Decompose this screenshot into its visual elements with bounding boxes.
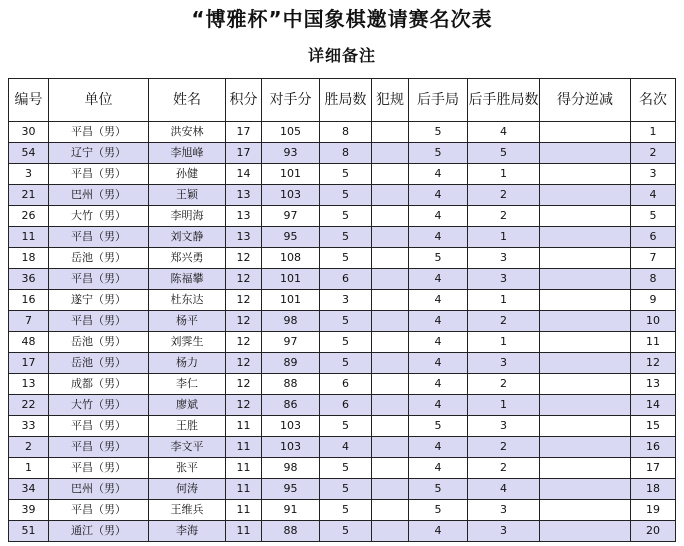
col-header-opponent-score: 对手分	[262, 79, 320, 122]
cell-wins: 5	[320, 185, 372, 206]
cell-score-reverse	[540, 122, 631, 143]
cell-second-games: 5	[409, 143, 468, 164]
cell-second-games: 4	[409, 164, 468, 185]
cell-name: 李海	[149, 521, 226, 542]
cell-id: 7	[9, 311, 49, 332]
cell-opponent-score: 95	[262, 227, 320, 248]
cell-unit: 大竹（男）	[49, 395, 149, 416]
cell-second-games: 5	[409, 500, 468, 521]
cell-points: 11	[226, 458, 262, 479]
cell-rank: 15	[631, 416, 676, 437]
cell-wins: 5	[320, 164, 372, 185]
cell-opponent-score: 95	[262, 479, 320, 500]
cell-unit: 遂宁（男）	[49, 290, 149, 311]
cell-opponent-score: 103	[262, 185, 320, 206]
cell-second-wins: 4	[468, 479, 540, 500]
cell-second-wins: 2	[468, 458, 540, 479]
cell-score-reverse	[540, 164, 631, 185]
cell-points: 12	[226, 269, 262, 290]
cell-score-reverse	[540, 395, 631, 416]
cell-wins: 5	[320, 353, 372, 374]
cell-fouls	[372, 479, 409, 500]
col-header-points: 积分	[226, 79, 262, 122]
cell-id: 22	[9, 395, 49, 416]
cell-unit: 平昌（男）	[49, 227, 149, 248]
table-row	[9, 437, 676, 458]
cell-id: 51	[9, 521, 49, 542]
cell-rank: 6	[631, 227, 676, 248]
cell-points: 14	[226, 164, 262, 185]
cell-second-wins: 3	[468, 269, 540, 290]
cell-name: 杜东达	[149, 290, 226, 311]
cell-score-reverse	[540, 143, 631, 164]
cell-second-games: 4	[409, 206, 468, 227]
table-row	[9, 479, 676, 500]
cell-opponent-score: 101	[262, 269, 320, 290]
cell-second-games: 5	[409, 122, 468, 143]
cell-second-games: 4	[409, 395, 468, 416]
cell-unit: 岳池（男）	[49, 332, 149, 353]
cell-name: 李旭峰	[149, 143, 226, 164]
cell-id: 39	[9, 500, 49, 521]
cell-second-wins: 2	[468, 374, 540, 395]
cell-unit: 巴州（男）	[49, 479, 149, 500]
cell-points: 11	[226, 521, 262, 542]
cell-opponent-score: 101	[262, 290, 320, 311]
cell-points: 13	[226, 185, 262, 206]
cell-name: 李文平	[149, 437, 226, 458]
cell-rank: 20	[631, 521, 676, 542]
cell-unit: 平昌（男）	[49, 416, 149, 437]
table-row	[9, 122, 676, 143]
cell-unit: 平昌（男）	[49, 437, 149, 458]
cell-second-wins: 1	[468, 290, 540, 311]
table-row	[9, 206, 676, 227]
cell-rank: 16	[631, 437, 676, 458]
col-header-second-games: 后手局	[409, 79, 468, 122]
cell-score-reverse	[540, 479, 631, 500]
cell-wins: 5	[320, 500, 372, 521]
cell-second-games: 4	[409, 185, 468, 206]
ranking-table	[8, 78, 676, 542]
cell-points: 17	[226, 122, 262, 143]
cell-opponent-score: 97	[262, 332, 320, 353]
col-header-wins: 胜局数	[320, 79, 372, 122]
cell-rank: 19	[631, 500, 676, 521]
cell-id: 34	[9, 479, 49, 500]
cell-second-games: 4	[409, 227, 468, 248]
table-row	[9, 227, 676, 248]
cell-second-wins: 1	[468, 164, 540, 185]
table-row	[9, 374, 676, 395]
cell-second-wins: 3	[468, 248, 540, 269]
cell-second-wins: 3	[468, 521, 540, 542]
cell-rank: 9	[631, 290, 676, 311]
cell-points: 13	[226, 206, 262, 227]
cell-opponent-score: 88	[262, 374, 320, 395]
cell-name: 王维兵	[149, 500, 226, 521]
cell-second-wins: 3	[468, 500, 540, 521]
cell-fouls	[372, 248, 409, 269]
table-row	[9, 269, 676, 290]
cell-wins: 6	[320, 374, 372, 395]
cell-second-games: 4	[409, 311, 468, 332]
cell-name: 何涛	[149, 479, 226, 500]
cell-second-games: 5	[409, 248, 468, 269]
cell-score-reverse	[540, 458, 631, 479]
cell-name: 刘霁生	[149, 332, 226, 353]
header-row	[9, 79, 676, 122]
cell-opponent-score: 103	[262, 437, 320, 458]
cell-score-reverse	[540, 311, 631, 332]
table-header	[9, 79, 676, 122]
cell-rank: 11	[631, 332, 676, 353]
cell-second-games: 4	[409, 521, 468, 542]
cell-score-reverse	[540, 332, 631, 353]
cell-second-wins: 2	[468, 185, 540, 206]
cell-second-wins: 5	[468, 143, 540, 164]
cell-second-wins: 4	[468, 122, 540, 143]
cell-second-wins: 1	[468, 227, 540, 248]
col-header-fouls: 犯规	[372, 79, 409, 122]
cell-unit: 平昌（男）	[49, 500, 149, 521]
col-header-second-wins: 后手胜局数	[468, 79, 540, 122]
cell-unit: 平昌（男）	[49, 269, 149, 290]
cell-unit: 通江（男）	[49, 521, 149, 542]
cell-id: 11	[9, 227, 49, 248]
cell-second-wins: 2	[468, 206, 540, 227]
cell-wins: 4	[320, 437, 372, 458]
cell-fouls	[372, 143, 409, 164]
cell-wins: 6	[320, 269, 372, 290]
cell-id: 3	[9, 164, 49, 185]
cell-points: 12	[226, 311, 262, 332]
cell-second-games: 4	[409, 332, 468, 353]
cell-points: 12	[226, 248, 262, 269]
cell-points: 12	[226, 290, 262, 311]
cell-opponent-score: 98	[262, 311, 320, 332]
cell-name: 洪安林	[149, 122, 226, 143]
cell-rank: 12	[631, 353, 676, 374]
cell-score-reverse	[540, 227, 631, 248]
cell-score-reverse	[540, 521, 631, 542]
cell-opponent-score: 98	[262, 458, 320, 479]
cell-rank: 4	[631, 185, 676, 206]
cell-name: 李明海	[149, 206, 226, 227]
cell-score-reverse	[540, 374, 631, 395]
cell-points: 12	[226, 395, 262, 416]
cell-points: 11	[226, 416, 262, 437]
cell-id: 26	[9, 206, 49, 227]
cell-wins: 6	[320, 395, 372, 416]
cell-name: 孙健	[149, 164, 226, 185]
cell-second-wins: 1	[468, 395, 540, 416]
cell-id: 36	[9, 269, 49, 290]
cell-fouls	[372, 164, 409, 185]
cell-rank: 3	[631, 164, 676, 185]
cell-id: 2	[9, 437, 49, 458]
cell-score-reverse	[540, 206, 631, 227]
cell-name: 刘文静	[149, 227, 226, 248]
cell-unit: 辽宁（男）	[49, 143, 149, 164]
cell-points: 11	[226, 500, 262, 521]
table-row	[9, 311, 676, 332]
cell-rank: 17	[631, 458, 676, 479]
cell-opponent-score: 86	[262, 395, 320, 416]
cell-score-reverse	[540, 500, 631, 521]
cell-name: 陈福攀	[149, 269, 226, 290]
cell-score-reverse	[540, 353, 631, 374]
cell-opponent-score: 103	[262, 416, 320, 437]
cell-fouls	[372, 290, 409, 311]
cell-fouls	[372, 332, 409, 353]
cell-fouls	[372, 416, 409, 437]
cell-second-games: 4	[409, 290, 468, 311]
col-header-id: 编号	[9, 79, 49, 122]
cell-score-reverse	[540, 248, 631, 269]
col-header-name: 姓名	[149, 79, 226, 122]
cell-second-wins: 1	[468, 332, 540, 353]
cell-points: 17	[226, 143, 262, 164]
cell-name: 李仁	[149, 374, 226, 395]
cell-opponent-score: 88	[262, 521, 320, 542]
cell-id: 21	[9, 185, 49, 206]
cell-rank: 18	[631, 479, 676, 500]
cell-points: 11	[226, 437, 262, 458]
cell-wins: 3	[320, 290, 372, 311]
cell-id: 1	[9, 458, 49, 479]
cell-id: 16	[9, 290, 49, 311]
cell-fouls	[372, 437, 409, 458]
cell-score-reverse	[540, 269, 631, 290]
cell-second-wins: 3	[468, 416, 540, 437]
cell-wins: 5	[320, 458, 372, 479]
cell-rank: 7	[631, 248, 676, 269]
cell-opponent-score: 108	[262, 248, 320, 269]
cell-score-reverse	[540, 416, 631, 437]
cell-wins: 8	[320, 122, 372, 143]
cell-second-games: 4	[409, 437, 468, 458]
cell-fouls	[372, 122, 409, 143]
cell-wins: 5	[320, 479, 372, 500]
cell-points: 11	[226, 479, 262, 500]
cell-id: 33	[9, 416, 49, 437]
cell-id: 30	[9, 122, 49, 143]
cell-second-games: 5	[409, 416, 468, 437]
col-header-rank: 名次	[631, 79, 676, 122]
cell-fouls	[372, 311, 409, 332]
cell-name: 王颖	[149, 185, 226, 206]
cell-name: 廖斌	[149, 395, 226, 416]
cell-points: 13	[226, 227, 262, 248]
cell-fouls	[372, 458, 409, 479]
cell-unit: 大竹（男）	[49, 206, 149, 227]
cell-id: 48	[9, 332, 49, 353]
cell-second-games: 4	[409, 353, 468, 374]
cell-name: 张平	[149, 458, 226, 479]
col-header-unit: 单位	[49, 79, 149, 122]
cell-second-games: 5	[409, 479, 468, 500]
cell-fouls	[372, 269, 409, 290]
cell-rank: 5	[631, 206, 676, 227]
cell-fouls	[372, 395, 409, 416]
cell-name: 郑兴勇	[149, 248, 226, 269]
cell-wins: 5	[320, 311, 372, 332]
cell-unit: 平昌（男）	[49, 164, 149, 185]
table-row	[9, 353, 676, 374]
cell-score-reverse	[540, 437, 631, 458]
cell-score-reverse	[540, 290, 631, 311]
page-title: “博雅杯”中国象棋邀请赛名次表	[191, 7, 493, 31]
cell-wins: 5	[320, 227, 372, 248]
page-subtitle: 详细备注	[307, 46, 376, 65]
table-row	[9, 164, 676, 185]
cell-wins: 5	[320, 332, 372, 353]
cell-name: 杨力	[149, 353, 226, 374]
cell-wins: 5	[320, 521, 372, 542]
cell-wins: 5	[320, 416, 372, 437]
cell-wins: 5	[320, 206, 372, 227]
cell-second-games: 4	[409, 269, 468, 290]
table-body	[9, 122, 676, 542]
cell-rank: 10	[631, 311, 676, 332]
cell-points: 12	[226, 374, 262, 395]
cell-second-games: 4	[409, 458, 468, 479]
cell-opponent-score: 91	[262, 500, 320, 521]
table-row	[9, 332, 676, 353]
cell-opponent-score: 93	[262, 143, 320, 164]
cell-unit: 平昌（男）	[49, 311, 149, 332]
cell-second-wins: 2	[468, 437, 540, 458]
cell-rank: 13	[631, 374, 676, 395]
cell-rank: 2	[631, 143, 676, 164]
cell-opponent-score: 105	[262, 122, 320, 143]
cell-unit: 岳池（男）	[49, 248, 149, 269]
cell-name: 杨平	[149, 311, 226, 332]
cell-wins: 8	[320, 143, 372, 164]
cell-second-wins: 2	[468, 311, 540, 332]
cell-fouls	[372, 353, 409, 374]
cell-wins: 5	[320, 248, 372, 269]
cell-rank: 1	[631, 122, 676, 143]
cell-second-games: 4	[409, 374, 468, 395]
cell-unit: 平昌（男）	[49, 458, 149, 479]
cell-fouls	[372, 521, 409, 542]
cell-opponent-score: 97	[262, 206, 320, 227]
cell-opponent-score: 101	[262, 164, 320, 185]
cell-fouls	[372, 374, 409, 395]
cell-fouls	[372, 500, 409, 521]
cell-id: 54	[9, 143, 49, 164]
table-row	[9, 185, 676, 206]
cell-unit: 巴州（男）	[49, 185, 149, 206]
cell-unit: 岳池（男）	[49, 353, 149, 374]
table-row	[9, 143, 676, 164]
table-row	[9, 521, 676, 542]
cell-points: 12	[226, 332, 262, 353]
table-row	[9, 416, 676, 437]
cell-unit: 成都（男）	[49, 374, 149, 395]
cell-points: 12	[226, 353, 262, 374]
cell-fouls	[372, 185, 409, 206]
table-row	[9, 500, 676, 521]
cell-opponent-score: 89	[262, 353, 320, 374]
cell-id: 13	[9, 374, 49, 395]
cell-fouls	[372, 227, 409, 248]
cell-name: 王胜	[149, 416, 226, 437]
cell-unit: 平昌（男）	[49, 122, 149, 143]
cell-rank: 14	[631, 395, 676, 416]
col-header-score-reverse: 得分逆减	[540, 79, 631, 122]
table-row	[9, 248, 676, 269]
cell-score-reverse	[540, 185, 631, 206]
table-row	[9, 458, 676, 479]
cell-second-wins: 3	[468, 353, 540, 374]
table-row	[9, 395, 676, 416]
table-row	[9, 290, 676, 311]
cell-fouls	[372, 206, 409, 227]
cell-id: 18	[9, 248, 49, 269]
cell-id: 17	[9, 353, 49, 374]
cell-rank: 8	[631, 269, 676, 290]
